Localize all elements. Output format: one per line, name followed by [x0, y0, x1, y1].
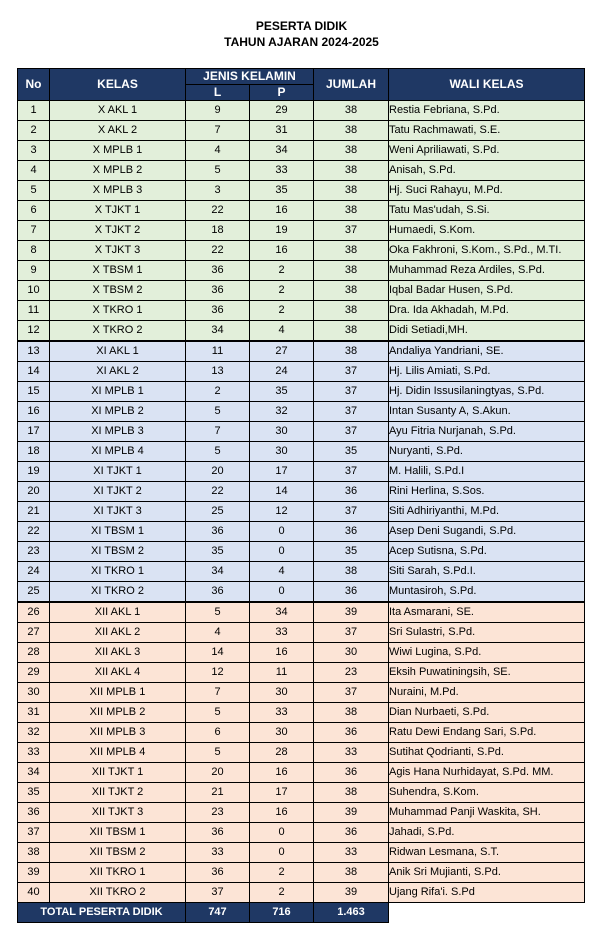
row-p: 4 — [250, 321, 314, 342]
row-kelas: XI TJKT 2 — [50, 482, 186, 502]
row-wali-kelas: Rini Herlina, S.Sos. — [389, 482, 585, 502]
row-l: 36 — [186, 522, 250, 542]
row-no: 23 — [18, 542, 50, 562]
header-kelas: KELAS — [50, 69, 186, 101]
row-p: 28 — [250, 743, 314, 763]
row-wali-kelas: Sri Sulastri, S.Pd. — [389, 623, 585, 643]
row-p: 11 — [250, 663, 314, 683]
row-no: 33 — [18, 743, 50, 763]
row-l: 14 — [186, 643, 250, 663]
page-heading — [0, 18, 603, 50]
table-row — [18, 462, 585, 482]
row-jumlah: 37 — [314, 623, 389, 643]
row-no: 6 — [18, 201, 50, 221]
row-no: 37 — [18, 823, 50, 843]
row-kelas: XII AKL 3 — [50, 643, 186, 663]
row-jumlah: 38 — [314, 241, 389, 261]
row-kelas: X MPLB 3 — [50, 181, 186, 201]
total-l: 747 — [186, 903, 250, 923]
table-row — [18, 582, 585, 603]
table-row — [18, 321, 585, 342]
row-l: 20 — [186, 462, 250, 482]
row-wali-kelas: Hj. Suci Rahayu, M.Pd. — [389, 181, 585, 201]
row-p: 12 — [250, 502, 314, 522]
row-p: 16 — [250, 643, 314, 663]
row-l: 6 — [186, 723, 250, 743]
row-no: 21 — [18, 502, 50, 522]
row-jumlah: 38 — [314, 161, 389, 181]
row-no: 30 — [18, 683, 50, 703]
table-row — [18, 743, 585, 763]
row-wali-kelas: Sutihat Qodrianti, S.Pd. — [389, 743, 585, 763]
row-l: 36 — [186, 281, 250, 301]
row-wali-kelas: Dra. Ida Akhadah, M.Pd. — [389, 301, 585, 321]
row-l: 35 — [186, 542, 250, 562]
row-kelas: XI MPLB 2 — [50, 402, 186, 422]
total-p: 716 — [250, 903, 314, 923]
row-wali-kelas: Siti Sarah, S.Pd.I. — [389, 562, 585, 582]
header-jumlah: JUMLAH — [314, 69, 389, 101]
row-wali-kelas: Intan Susanty A, S.Akun. — [389, 402, 585, 422]
row-jumlah: 38 — [314, 341, 389, 362]
table-row — [18, 241, 585, 261]
row-wali-kelas: Ratu Dewi Endang Sari, S.Pd. — [389, 723, 585, 743]
table-row — [18, 502, 585, 522]
page-title: PESERTA DIDIK — [255, 19, 348, 33]
row-kelas: X TJKT 3 — [50, 241, 186, 261]
row-no: 20 — [18, 482, 50, 502]
row-l: 22 — [186, 241, 250, 261]
row-no: 4 — [18, 161, 50, 181]
row-no: 10 — [18, 281, 50, 301]
row-l: 5 — [186, 602, 250, 623]
row-l: 9 — [186, 101, 250, 121]
row-no: 1 — [18, 101, 50, 121]
row-p: 34 — [250, 141, 314, 161]
row-no: 16 — [18, 402, 50, 422]
table-row — [18, 341, 585, 362]
row-kelas: XII AKL 2 — [50, 623, 186, 643]
row-wali-kelas: Agis Hana Nurhidayat, S.Pd. MM. — [389, 763, 585, 783]
row-l: 34 — [186, 562, 250, 582]
row-l: 5 — [186, 703, 250, 723]
row-kelas: X MPLB 1 — [50, 141, 186, 161]
table-row — [18, 482, 585, 502]
row-wali-kelas: Restia Febriana, S.Pd. — [389, 101, 585, 121]
row-p: 24 — [250, 362, 314, 382]
header-p: P — [250, 85, 314, 101]
row-jumlah: 38 — [314, 281, 389, 301]
row-l: 25 — [186, 502, 250, 522]
table-row — [18, 221, 585, 241]
row-jumlah: 37 — [314, 502, 389, 522]
row-no: 29 — [18, 663, 50, 683]
row-l: 7 — [186, 683, 250, 703]
row-wali-kelas: Iqbal Badar Husen, S.Pd. — [389, 281, 585, 301]
table-row — [18, 402, 585, 422]
row-no: 38 — [18, 843, 50, 863]
total-blank — [389, 903, 585, 923]
row-p: 2 — [250, 883, 314, 903]
row-wali-kelas: Andaliya Yandriani, SE. — [389, 341, 585, 362]
row-no: 35 — [18, 783, 50, 803]
row-no: 22 — [18, 522, 50, 542]
table-row — [18, 863, 585, 883]
row-jumlah: 39 — [314, 602, 389, 623]
row-jumlah: 38 — [314, 261, 389, 281]
row-p: 2 — [250, 281, 314, 301]
row-jumlah: 39 — [314, 803, 389, 823]
row-no: 40 — [18, 883, 50, 903]
row-wali-kelas: Jahadi, S.Pd. — [389, 823, 585, 843]
row-p: 17 — [250, 783, 314, 803]
row-p: 0 — [250, 582, 314, 603]
table-row — [18, 161, 585, 181]
row-p: 16 — [250, 241, 314, 261]
row-kelas: XI TJKT 1 — [50, 462, 186, 482]
row-l: 5 — [186, 743, 250, 763]
row-wali-kelas: Anisah, S.Pd. — [389, 161, 585, 181]
row-p: 34 — [250, 602, 314, 623]
row-jumlah: 37 — [314, 362, 389, 382]
total-row — [18, 903, 585, 923]
row-l: 34 — [186, 321, 250, 342]
row-no: 15 — [18, 382, 50, 402]
row-no: 11 — [18, 301, 50, 321]
table-row — [18, 201, 585, 221]
table-row — [18, 301, 585, 321]
row-p: 0 — [250, 522, 314, 542]
row-no: 13 — [18, 341, 50, 362]
row-wali-kelas: Acep Sutisna, S.Pd. — [389, 542, 585, 562]
row-jumlah: 38 — [314, 783, 389, 803]
row-jumlah: 36 — [314, 763, 389, 783]
table-row — [18, 261, 585, 281]
row-l: 22 — [186, 201, 250, 221]
row-jumlah: 38 — [314, 121, 389, 141]
row-jumlah: 37 — [314, 462, 389, 482]
row-p: 0 — [250, 843, 314, 863]
total-label: TOTAL PESERTA DIDIK — [18, 903, 186, 923]
row-kelas: XII TKRO 1 — [50, 863, 186, 883]
row-p: 4 — [250, 562, 314, 582]
row-p: 2 — [250, 261, 314, 281]
row-wali-kelas: Oka Fakhroni, S.Kom., S.Pd., M.TI. — [389, 241, 585, 261]
row-kelas: XI MPLB 1 — [50, 382, 186, 402]
table-row — [18, 623, 585, 643]
row-l: 13 — [186, 362, 250, 382]
header-l: L — [186, 85, 250, 101]
row-kelas: XII MPLB 4 — [50, 743, 186, 763]
row-kelas: XI AKL 2 — [50, 362, 186, 382]
table-row — [18, 883, 585, 903]
row-wali-kelas: Tatu Rachmawati, S.E. — [389, 121, 585, 141]
row-l: 20 — [186, 763, 250, 783]
table-row — [18, 181, 585, 201]
row-wali-kelas: Muntasiroh, S.Pd. — [389, 582, 585, 603]
row-l: 7 — [186, 121, 250, 141]
table-row — [18, 542, 585, 562]
table-row — [18, 723, 585, 743]
row-kelas: XI TKRO 2 — [50, 582, 186, 603]
row-jumlah: 38 — [314, 181, 389, 201]
row-no: 34 — [18, 763, 50, 783]
table-row — [18, 683, 585, 703]
row-p: 33 — [250, 623, 314, 643]
row-kelas: X AKL 2 — [50, 121, 186, 141]
row-jumlah: 37 — [314, 382, 389, 402]
row-wali-kelas: Weni Apriliawati, S.Pd. — [389, 141, 585, 161]
row-jumlah: 35 — [314, 442, 389, 462]
row-wali-kelas: Eksih Puwatiningsih, SE. — [389, 663, 585, 683]
table-row — [18, 141, 585, 161]
table-row — [18, 843, 585, 863]
row-jumlah: 38 — [314, 201, 389, 221]
row-l: 21 — [186, 783, 250, 803]
row-p: 27 — [250, 341, 314, 362]
row-wali-kelas: Hj. Didin Issusilaningtyas, S.Pd. — [389, 382, 585, 402]
row-no: 25 — [18, 582, 50, 603]
table-row — [18, 663, 585, 683]
row-kelas: XI MPLB 3 — [50, 422, 186, 442]
row-no: 3 — [18, 141, 50, 161]
row-wali-kelas: Humaedi, S.Kom. — [389, 221, 585, 241]
row-jumlah: 35 — [314, 542, 389, 562]
row-jumlah: 36 — [314, 823, 389, 843]
row-kelas: XI TBSM 2 — [50, 542, 186, 562]
row-kelas: X TKRO 1 — [50, 301, 186, 321]
table-row — [18, 703, 585, 723]
row-p: 0 — [250, 823, 314, 843]
row-no: 31 — [18, 703, 50, 723]
row-no: 17 — [18, 422, 50, 442]
row-p: 30 — [250, 683, 314, 703]
row-wali-kelas: Siti Adhiriyanthi, M.Pd. — [389, 502, 585, 522]
row-jumlah: 38 — [314, 141, 389, 161]
row-p: 30 — [250, 422, 314, 442]
student-table — [17, 68, 585, 923]
row-p: 19 — [250, 221, 314, 241]
row-p: 2 — [250, 863, 314, 883]
row-wali-kelas: Ujang Rifa'i. S.Pd — [389, 883, 585, 903]
row-l: 3 — [186, 181, 250, 201]
row-l: 11 — [186, 341, 250, 362]
row-wali-kelas: Asep Deni Sugandi, S.Pd. — [389, 522, 585, 542]
row-kelas: XI TKRO 1 — [50, 562, 186, 582]
table-row — [18, 803, 585, 823]
row-jumlah: 38 — [314, 863, 389, 883]
row-p: 35 — [250, 382, 314, 402]
row-kelas: XI TJKT 3 — [50, 502, 186, 522]
row-no: 26 — [18, 602, 50, 623]
row-no: 8 — [18, 241, 50, 261]
row-kelas: X TKRO 2 — [50, 321, 186, 342]
row-wali-kelas: Ayu Fitria Nurjanah, S.Pd. — [389, 422, 585, 442]
total-jumlah: 1.463 — [314, 903, 389, 923]
row-kelas: XII AKL 1 — [50, 602, 186, 623]
row-p: 29 — [250, 101, 314, 121]
table-row — [18, 422, 585, 442]
row-p: 33 — [250, 161, 314, 181]
row-wali-kelas: Tatu Mas'udah, S.Si. — [389, 201, 585, 221]
row-kelas: XII TBSM 1 — [50, 823, 186, 843]
row-kelas: X AKL 1 — [50, 101, 186, 121]
row-wali-kelas: Nuryanti, S.Pd. — [389, 442, 585, 462]
row-jumlah: 36 — [314, 582, 389, 603]
row-p: 16 — [250, 201, 314, 221]
row-jumlah: 36 — [314, 522, 389, 542]
row-no: 39 — [18, 863, 50, 883]
row-l: 36 — [186, 823, 250, 843]
row-p: 32 — [250, 402, 314, 422]
table-row — [18, 643, 585, 663]
row-wali-kelas: M. Halili, S.Pd.I — [389, 462, 585, 482]
row-jumlah: 33 — [314, 843, 389, 863]
row-l: 33 — [186, 843, 250, 863]
row-no: 7 — [18, 221, 50, 241]
row-kelas: XII TJKT 3 — [50, 803, 186, 823]
row-kelas: XII AKL 4 — [50, 663, 186, 683]
row-p: 30 — [250, 442, 314, 462]
row-no: 19 — [18, 462, 50, 482]
row-no: 24 — [18, 562, 50, 582]
row-jumlah: 36 — [314, 723, 389, 743]
table-row — [18, 281, 585, 301]
row-kelas: X TBSM 2 — [50, 281, 186, 301]
row-wali-kelas: Nuraini, M.Pd. — [389, 683, 585, 703]
row-p: 16 — [250, 763, 314, 783]
page-subtitle: TAHUN AJARAN 2024-2025 — [224, 35, 379, 49]
table-row — [18, 121, 585, 141]
row-wali-kelas: Dian Nurbaeti, S.Pd. — [389, 703, 585, 723]
row-p: 30 — [250, 723, 314, 743]
table-row — [18, 382, 585, 402]
row-l: 18 — [186, 221, 250, 241]
row-wali-kelas: Muhammad Reza Ardiles, S.Pd. — [389, 261, 585, 281]
row-jumlah: 37 — [314, 683, 389, 703]
row-kelas: XII TJKT 1 — [50, 763, 186, 783]
row-l: 12 — [186, 663, 250, 683]
row-l: 36 — [186, 261, 250, 281]
row-kelas: XI AKL 1 — [50, 341, 186, 362]
row-no: 12 — [18, 321, 50, 342]
row-kelas: XII TKRO 2 — [50, 883, 186, 903]
row-p: 17 — [250, 462, 314, 482]
row-wali-kelas: Wiwi Lugina, S.Pd. — [389, 643, 585, 663]
row-kelas: XII MPLB 1 — [50, 683, 186, 703]
row-l: 36 — [186, 582, 250, 603]
row-p: 14 — [250, 482, 314, 502]
header-wali-kelas: WALI KELAS — [389, 69, 585, 101]
row-no: 27 — [18, 623, 50, 643]
row-wali-kelas: Muhammad Panji Waskita, SH. — [389, 803, 585, 823]
header-no: No — [18, 69, 50, 101]
table-row — [18, 522, 585, 542]
row-l: 5 — [186, 402, 250, 422]
row-kelas: X MPLB 2 — [50, 161, 186, 181]
row-kelas: XI MPLB 4 — [50, 442, 186, 462]
table-row — [18, 362, 585, 382]
row-jumlah: 30 — [314, 643, 389, 663]
row-jumlah: 37 — [314, 422, 389, 442]
row-wali-kelas: Suhendra, S.Kom. — [389, 783, 585, 803]
row-jumlah: 23 — [314, 663, 389, 683]
row-wali-kelas: Didi Setiadi,MH. — [389, 321, 585, 342]
row-kelas: XII TBSM 2 — [50, 843, 186, 863]
row-wali-kelas: Anik Sri Mujianti, S.Pd. — [389, 863, 585, 883]
table-row — [18, 442, 585, 462]
row-jumlah: 37 — [314, 221, 389, 241]
row-p: 31 — [250, 121, 314, 141]
row-kelas: XI TBSM 1 — [50, 522, 186, 542]
table-row — [18, 823, 585, 843]
row-kelas: XII TJKT 2 — [50, 783, 186, 803]
row-jumlah: 38 — [314, 321, 389, 342]
row-jumlah: 33 — [314, 743, 389, 763]
row-wali-kelas: Ita Asmarani, SE. — [389, 602, 585, 623]
header-jenis-kelamin: JENIS KELAMIN — [186, 69, 314, 85]
row-l: 22 — [186, 482, 250, 502]
row-kelas: X TJKT 1 — [50, 201, 186, 221]
row-no: 32 — [18, 723, 50, 743]
row-p: 2 — [250, 301, 314, 321]
row-l: 2 — [186, 382, 250, 402]
row-p: 33 — [250, 703, 314, 723]
row-kelas: XII MPLB 3 — [50, 723, 186, 743]
row-jumlah: 38 — [314, 703, 389, 723]
row-jumlah: 39 — [314, 883, 389, 903]
row-no: 2 — [18, 121, 50, 141]
row-no: 5 — [18, 181, 50, 201]
row-l: 4 — [186, 623, 250, 643]
row-wali-kelas: Ridwan Lesmana, S.T. — [389, 843, 585, 863]
row-l: 23 — [186, 803, 250, 823]
table-row — [18, 562, 585, 582]
table-row — [18, 783, 585, 803]
row-jumlah: 38 — [314, 101, 389, 121]
row-no: 9 — [18, 261, 50, 281]
row-jumlah: 38 — [314, 562, 389, 582]
row-l: 37 — [186, 883, 250, 903]
row-jumlah: 36 — [314, 482, 389, 502]
table-row — [18, 101, 585, 121]
table-row — [18, 763, 585, 783]
row-l: 36 — [186, 863, 250, 883]
row-no: 36 — [18, 803, 50, 823]
row-l: 7 — [186, 422, 250, 442]
row-wali-kelas: Hj. Lilis Amiati, S.Pd. — [389, 362, 585, 382]
row-no: 14 — [18, 362, 50, 382]
row-kelas: X TBSM 1 — [50, 261, 186, 281]
row-l: 5 — [186, 442, 250, 462]
row-p: 0 — [250, 542, 314, 562]
row-kelas: X TJKT 2 — [50, 221, 186, 241]
row-l: 5 — [186, 161, 250, 181]
row-jumlah: 37 — [314, 402, 389, 422]
row-no: 18 — [18, 442, 50, 462]
row-l: 4 — [186, 141, 250, 161]
row-jumlah: 38 — [314, 301, 389, 321]
row-l: 36 — [186, 301, 250, 321]
row-p: 16 — [250, 803, 314, 823]
row-p: 35 — [250, 181, 314, 201]
table-row — [18, 602, 585, 623]
row-no: 28 — [18, 643, 50, 663]
table-body — [18, 101, 585, 903]
row-kelas: XII MPLB 2 — [50, 703, 186, 723]
